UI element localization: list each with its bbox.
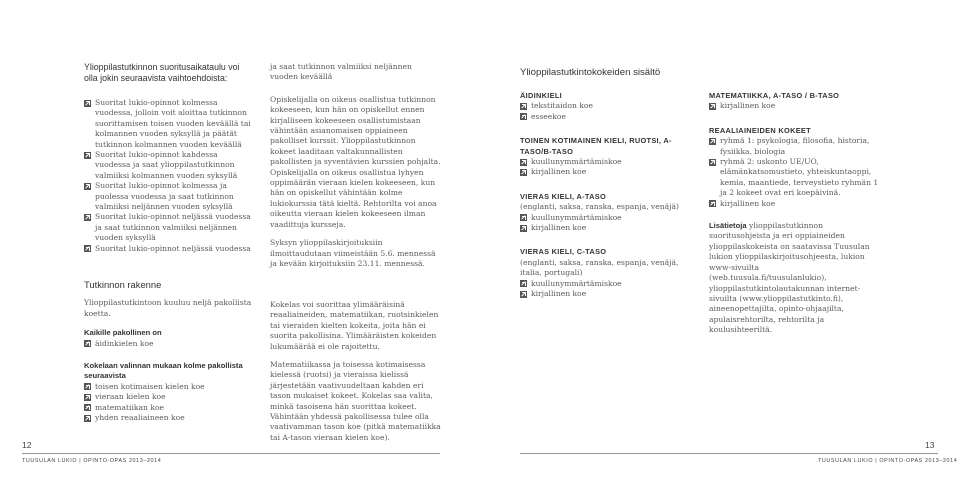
arrow-icon: [84, 404, 91, 411]
arrow-icon: [520, 169, 527, 176]
arrow-icon: [709, 138, 716, 145]
arrow-icon: [520, 159, 527, 166]
footer-rule-left: [22, 453, 440, 454]
schedule-option: Suoritat lukio-opinnot neljässä vuodessa: [84, 244, 254, 254]
arrow-icon: [84, 340, 91, 347]
heading-matematiikka: MATEMATIIKKA, A-TASO / B-TASO: [709, 91, 840, 100]
exam-item: ryhmä 1: psykologia, filosofia, historia, fysiikka, biologia: [709, 136, 879, 157]
schedule-option: Suoritat lukio-opinnot kolmessa vuodessa, jolloin voit aloittaa tutkinnon suorittamisen toisen vuoden keväällä tai kolmannen vuoden syksyllä ja päätät tutkinnon kolmannen vuoden keväällä: [84, 98, 254, 150]
exam-item: kuullunymmärtämiskoe: [520, 279, 686, 289]
exam-item: kirjallinen koe: [520, 223, 686, 233]
arrow-icon: [709, 159, 716, 166]
left-column-1: [84, 62, 254, 254]
heading-vieras-a: VIERAS KIELI, A-TASO: [520, 191, 607, 201]
optional-title: Kokelaan valinnan mukaan kolme pakollista seuraavista: [84, 361, 243, 381]
mandatory-title: Kaikille pakollinen on: [84, 328, 162, 338]
arrow-icon: [84, 183, 91, 190]
left-column-2-lower: [270, 300, 442, 443]
right-page-title: Ylioppilastutkintokokeiden sisältö: [520, 67, 661, 78]
info-label: Lisätietoja: [709, 221, 747, 231]
arrow-icon: [84, 245, 91, 252]
registration-paragraph: Syksyn ylioppilaskirjoituksiin ilmoittaudutaan viimeistään 5.6. mennessä ja kevään kirjoituksiin 23.11. mennessä.: [270, 238, 436, 268]
optional-item: vieraan kielen koe: [84, 392, 254, 402]
section-title-structure: Tutkinnon rakenne: [84, 279, 162, 290]
mandatory-item: äidinkielen koe: [84, 339, 254, 349]
footer-rule-right: [520, 453, 938, 454]
arrow-icon: [84, 100, 91, 107]
arrow-icon: [520, 280, 527, 287]
right-column-1: [520, 91, 686, 300]
arrow-icon: [520, 113, 527, 120]
arrow-icon: [84, 394, 91, 401]
exam-item: esseekoe: [520, 112, 686, 122]
exam-item: ryhmä 2: uskonto UE/UO, elämänkatsomustieto, yhteiskuntaoppi, kemia, maantiede, terveystieto ryhmän 1 ja 2 kokeet ovat eri koepäivinä.: [709, 157, 879, 199]
exam-item: kuullunymmärtämiskoe: [520, 157, 686, 167]
extra-exams-paragraph: Kokelas voi suorittaa ylimääräisinä reaaliaineiden, matematiikan, ruotsinkielen tai vieraiden kielten kokeita, joita hän ei suorita pakollisina. Ylimääräisten kokeiden lukumäärää ei ole rajoitettu.: [270, 300, 439, 351]
optional-item: yhden reaaliaineen koe: [84, 413, 254, 423]
exam-item: kirjallinen koe: [520, 289, 686, 299]
info-paragraph: [709, 221, 879, 335]
arrow-icon: [84, 152, 91, 159]
languages-note: (englanti, saksa, ranska, espanja, venäjä): [520, 202, 679, 212]
right-column-2: [709, 91, 879, 336]
heading-aidinkieli: ÄIDINKIELI: [520, 91, 563, 100]
optional-item: toisen kotimaisen kielen koe: [84, 382, 254, 392]
footer-left: TUUSULAN LUKIO | OPINTO-OPAS 2013–2014: [22, 458, 162, 464]
arrow-icon: [520, 291, 527, 298]
levels-paragraph: Matematiikassa ja toisessa kotimaisessa kielessä (ruotsi) ja vieraissa kielissä järjestetään vaativuudeltaan kahden eri tason mukaiset kokeet. Kokelas saa valita, minkä tasoisena hän suorittaa kokeet. Vähintään yhdessä pakollisessa tulee olla vaativamman tason koe (pitkä matematiikka tai A-tason vieraan kielen koe).: [270, 360, 441, 442]
structure-text: Ylioppilastutkintoon kuuluu neljä pakollista koetta.: [84, 298, 252, 318]
arrow-icon: [520, 225, 527, 232]
left-column-1-lower: [84, 280, 254, 423]
languages-note: (englanti, saksa, ranska, espanja, venäjä, italia, portugali): [520, 257, 679, 278]
exam-item: kirjallinen koe: [709, 101, 879, 111]
schedule-intro: Ylioppilastutkinnon suoritusaikataulu voi olla jokin seuraavista vaihtoehdoista:: [84, 62, 240, 83]
arrow-icon: [520, 214, 527, 221]
exam-item: kirjallinen koe: [520, 167, 686, 177]
arrow-icon: [84, 415, 91, 422]
schedule-option: Suoritat lukio-opinnot kahdessa vuodessa ja saat ylioppilastutkinnon valmiiksi kolmannen vuoden syksyllä: [84, 150, 254, 181]
page-number-right: 13: [925, 440, 935, 450]
arrow-icon: [84, 383, 91, 390]
heading-reaali: REAALIAINEIDEN KOKEET: [709, 125, 811, 135]
info-text: ylioppilastutkinnon suoritusohjeista ja eri oppiaineiden ylioppilaskokeista on saatavissa Tuusulan lukion ylioppilaskirjoitusohjeesta, lukion www-sivuilta (web.tuusula.fi/tuusulanlukio), ylioppilastutkintolautakunnan internet-sivuilta (www.ylioppilastutkinto.fi), aineenopettajilta, opinto-ohjaajilta, apulaisrehtorilta, rehtorilta ja koulusihteeriltä.: [709, 221, 870, 335]
footer-right: TUUSULAN LUKIO | OPINTO-OPAS 2013–2014: [818, 458, 958, 464]
heading-toinen-kotimainen: TOINEN KOTIMAINEN KIELI, RUOTSI, A-TASO/B-TASO: [520, 136, 672, 156]
arrow-icon: [709, 103, 716, 110]
exam-item: kuullunymmärtämiskoe: [520, 213, 686, 223]
arrow-icon: [520, 103, 527, 110]
eligibility-paragraph: Opiskelijalla on oikeus osallistua tutkinnon kokeeseen, kun hän on opiskellut ennen kirjalliseen kokeeseen osallistumistaan vähintään asianomaisen oppiaineen pakolliset kurssit. Ylioppilastutkinnon kokeet laaditaan valtakunnallisten pakollisten ja syventävien kurssien pohjalta. Opiskelijalla on oikeus osallistua lyhyen oppimäärän vieraan kielen kokeeseen, kun hän on opiskellut vähintään kolme lukiokurssia tätä kieltä. Rehtorilta voi anoa oikeutta vieraan kielen kokeeseen ilman vaadittuja kursseja.: [270, 94, 441, 229]
arrow-icon: [84, 214, 91, 221]
exam-item: tekstitaidon koe: [520, 101, 686, 111]
schedule-option: Suoritat lukio-opinnot kolmessa ja puolessa vuodessa ja saat tutkinnon valmiiksi neljännen vuoden syksyllä: [84, 181, 254, 212]
heading-vieras-c: VIERAS KIELI, C-TASO: [520, 247, 607, 257]
schedule-options-list: [84, 98, 254, 254]
optional-item: matematiikan koe: [84, 403, 254, 413]
exam-item: kirjallinen koe: [709, 199, 879, 209]
arrow-icon: [709, 200, 716, 207]
schedule-continuation: ja saat tutkinnon valmiiksi neljännen vuoden keväällä: [270, 62, 412, 82]
schedule-option: Suoritat lukio-opinnot neljässä vuodessa ja saat tutkinnon valmiiksi neljännen vuoden syksyllä: [84, 212, 254, 243]
left-column-2: [270, 62, 442, 269]
page-number-left: 12: [22, 440, 32, 450]
